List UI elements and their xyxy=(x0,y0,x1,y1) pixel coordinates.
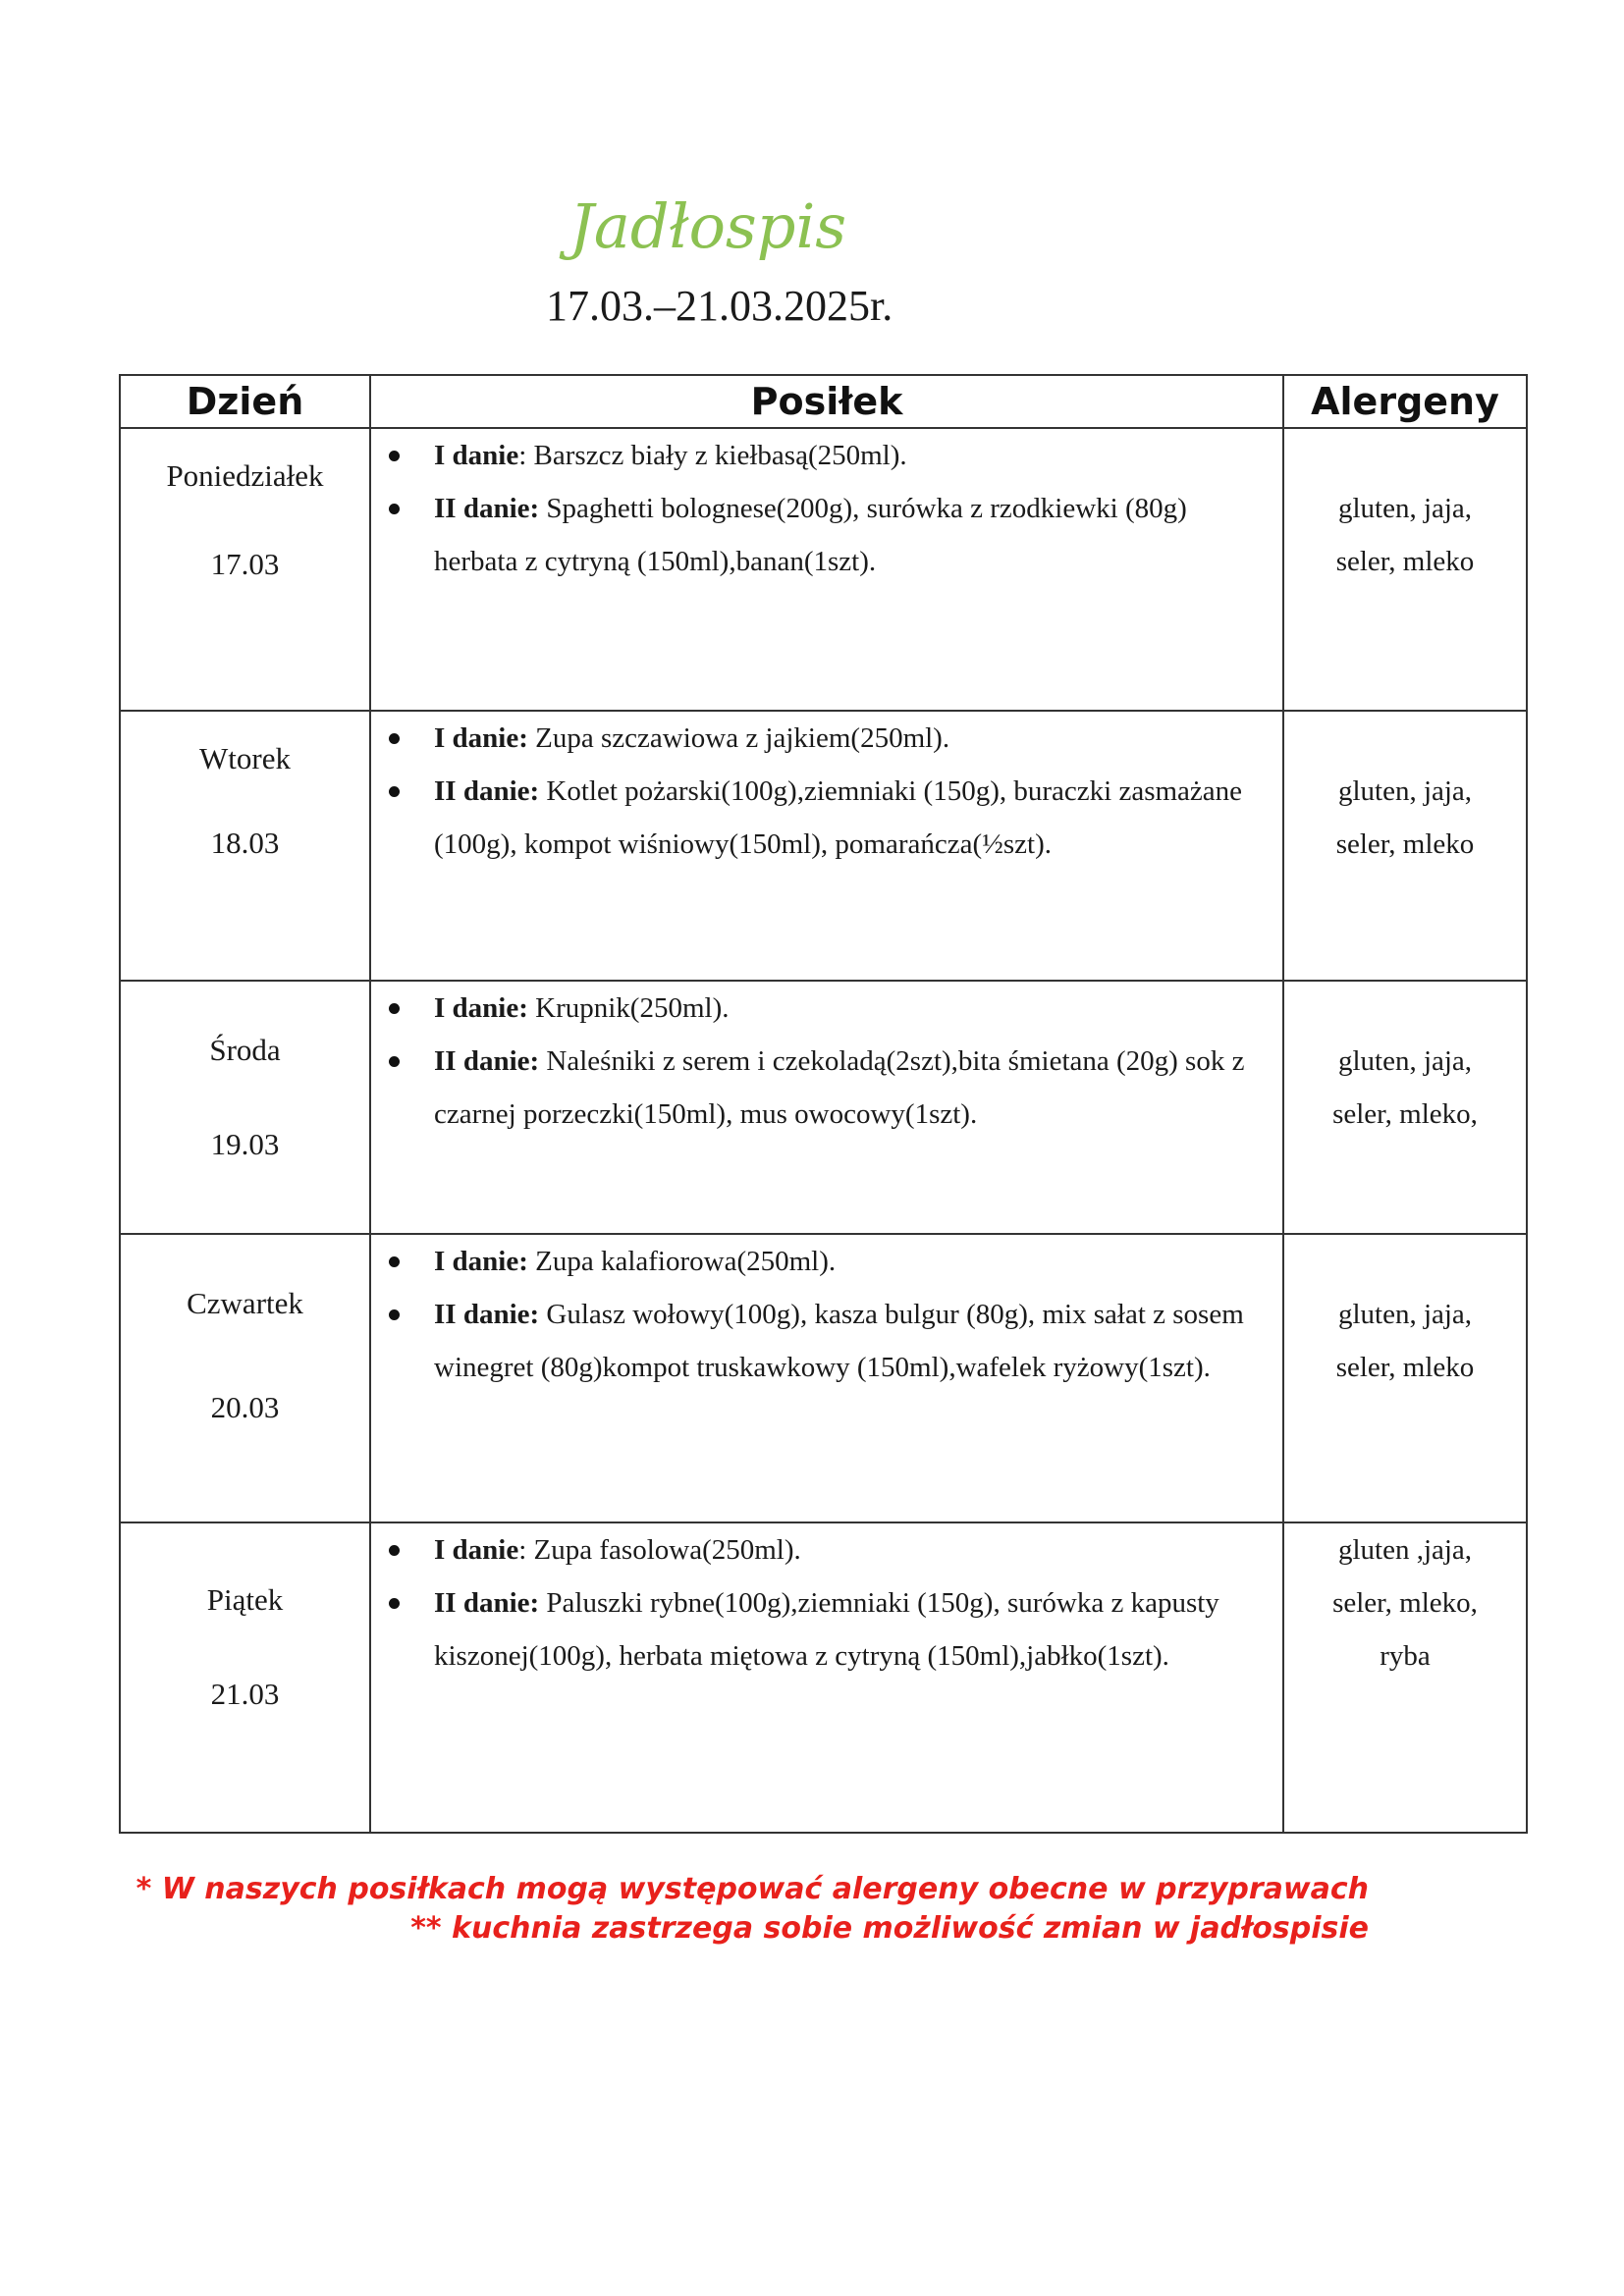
meal-text: Zupa kalafiorowa(250ml). xyxy=(535,1246,837,1277)
meal-text: Naleśniki z serem i czekoladą(2szt),bita śmietana (20g) sok z czarnej porzeczki(150ml), mus owocowy(1szt). xyxy=(434,1045,1245,1130)
meal-cell xyxy=(370,1522,1283,1833)
header-meal: Posiłek xyxy=(370,375,1283,428)
allergen-line: ryba xyxy=(1380,1640,1431,1672)
meal-text: Paluszki rybne(100g),ziemniaki (150g), surówka z kapusty kiszonej(100g), herbata miętowa z cytryną (150ml),jabłko(1szt). xyxy=(434,1587,1219,1672)
meal-text: Gulasz wołowy(100g), kasza bulgur (80g), mix sałat z sosem winegret (80g)kompot truskawkowy (150ml),wafelek ryżowy(1szt). xyxy=(434,1299,1244,1383)
table-row xyxy=(120,711,1527,981)
meal-label: II danie: xyxy=(434,1299,540,1330)
list-item xyxy=(371,1523,1282,1576)
meal-cell xyxy=(370,428,1283,711)
date-range: 17.03.–21.03.2025r. xyxy=(546,282,893,330)
meal-text: Barszcz biały z kiełbasą(250ml). xyxy=(533,440,907,471)
allergen-line: gluten, jaja, xyxy=(1337,493,1473,524)
list-item xyxy=(371,1288,1282,1394)
list-item xyxy=(371,765,1282,871)
allergen-line: seler, mleko xyxy=(1335,828,1475,860)
table-row xyxy=(120,981,1527,1234)
meal-label: I danie: xyxy=(434,722,528,754)
meal-text: Kotlet pożarski(100g),ziemniaki (150g), buraczki zasmażane (100g), kompot wiśniowy(150ml), pomarańcza(½szt). xyxy=(434,775,1243,860)
day-name: Wtorek xyxy=(199,741,291,775)
table-row xyxy=(120,428,1527,711)
table-row xyxy=(120,1234,1527,1522)
day-date: 19.03 xyxy=(210,1127,280,1161)
footnote-allergens: * W naszych posiłkach mogą występować alergeny obecne w przyprawach xyxy=(135,1872,1369,1906)
day-date: 20.03 xyxy=(210,1390,280,1424)
list-item xyxy=(371,429,1282,482)
list-item xyxy=(371,1035,1282,1141)
meal-text: Zupa fasolowa(250ml). xyxy=(533,1534,801,1566)
table-row xyxy=(120,1522,1527,1833)
day-cell xyxy=(120,711,370,981)
allergen-cell xyxy=(1283,1234,1527,1522)
meal-label: II danie: xyxy=(434,493,540,524)
meal-cell xyxy=(370,1234,1283,1522)
meal-separator: : xyxy=(518,440,534,471)
meal-label: I danie: xyxy=(434,1246,528,1277)
allergen-cell xyxy=(1283,981,1527,1234)
meal-text: Spaghetti bolognese(200g), surówka z rzodkiewki (80g) herbata z cytryną (150ml),banan(1szt). xyxy=(434,493,1187,577)
day-date: 18.03 xyxy=(210,826,280,860)
meal-label: I danie xyxy=(434,1534,519,1566)
allergen-line: gluten ,jaja, xyxy=(1337,1534,1473,1566)
meal-separator: : xyxy=(518,1534,534,1566)
list-item xyxy=(371,1235,1282,1288)
allergen-line: seler, mleko xyxy=(1335,1352,1475,1383)
day-name: Piątek xyxy=(206,1582,284,1617)
footnotes xyxy=(0,1870,1369,1949)
list-item xyxy=(371,982,1282,1035)
allergen-cell xyxy=(1283,1522,1527,1833)
day-cell xyxy=(120,1234,370,1522)
allergen-line: gluten, jaja, xyxy=(1337,1045,1473,1077)
meal-cell xyxy=(370,711,1283,981)
meal-text: Zupa szczawiowa z jajkiem(250ml). xyxy=(535,722,950,754)
day-name: Poniedziałek xyxy=(166,458,324,493)
allergen-cell xyxy=(1283,428,1527,711)
meal-label: II danie: xyxy=(434,1587,540,1619)
day-name: Środa xyxy=(209,1033,281,1067)
meal-cell xyxy=(370,981,1283,1234)
day-date: 21.03 xyxy=(210,1677,280,1711)
meal-label: I danie xyxy=(434,440,519,471)
allergen-cell xyxy=(1283,711,1527,981)
allergen-line: seler, mleko, xyxy=(1332,1587,1478,1619)
meal-label: II danie: xyxy=(434,1045,540,1077)
allergen-line: seler, mleko xyxy=(1335,546,1475,577)
meal-label: II danie: xyxy=(434,775,540,807)
day-cell xyxy=(120,1522,370,1833)
menu-table xyxy=(119,374,1528,1834)
table-header-row xyxy=(120,375,1527,428)
day-date: 17.03 xyxy=(210,547,280,581)
allergen-line: seler, mleko, xyxy=(1332,1098,1478,1130)
allergen-line: gluten, jaja, xyxy=(1337,775,1473,807)
meal-text: Krupnik(250ml). xyxy=(535,992,730,1024)
header-allergens: Alergeny xyxy=(1283,375,1527,428)
list-item xyxy=(371,712,1282,765)
list-item xyxy=(371,482,1282,588)
list-item xyxy=(371,1576,1282,1682)
day-cell xyxy=(120,981,370,1234)
day-name: Czwartek xyxy=(187,1286,303,1320)
header-day: Dzień xyxy=(120,375,370,428)
page-title: Jadłospis xyxy=(569,190,847,262)
footnote-changes: ** kuchnia zastrzega sobie możliwość zmian w jadłospisie xyxy=(410,1911,1369,1946)
allergen-line: gluten, jaja, xyxy=(1337,1299,1473,1330)
meal-label: I danie: xyxy=(434,992,528,1024)
day-cell xyxy=(120,428,370,711)
